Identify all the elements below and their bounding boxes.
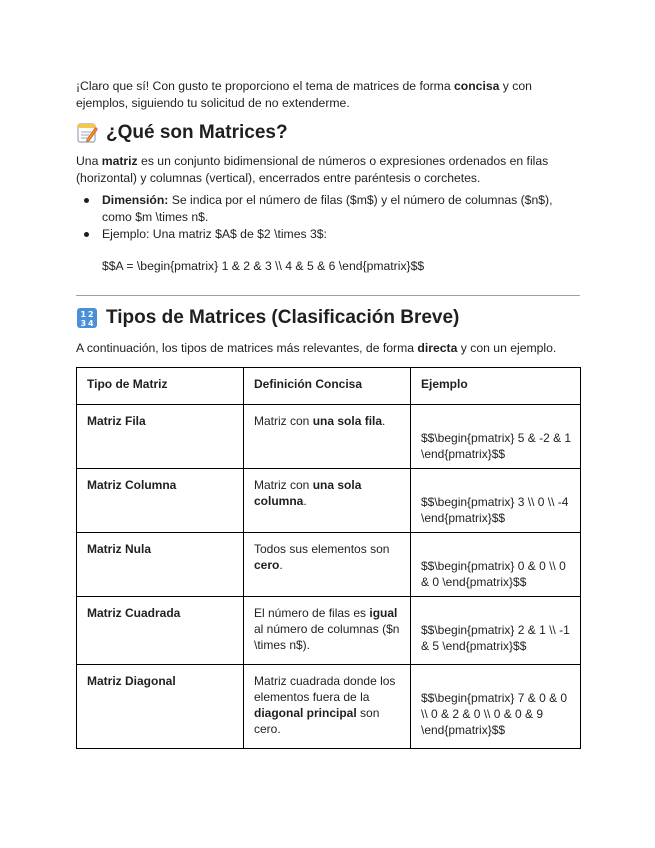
example-cell (411, 533, 581, 597)
definition-cell (244, 533, 411, 597)
definition-bold: matriz (101, 154, 138, 168)
type-cell: Matriz Diagonal (77, 665, 244, 749)
section-heading-tipos (76, 306, 459, 330)
svg-text:4: 4 (88, 319, 94, 328)
definition-bold: una sola fila (312, 414, 383, 428)
definition-bold: cero (254, 558, 280, 572)
definition-text-end: . (279, 558, 283, 572)
definition-cell (244, 405, 411, 469)
definition-text-end: son cero. (254, 706, 380, 736)
tipos-intro-paragraph (76, 340, 580, 357)
tipos-intro-bold: directa (417, 341, 458, 355)
list-item (76, 226, 580, 243)
table-row (77, 597, 581, 665)
section-title: ¿Qué son Matrices? (106, 122, 288, 143)
column-header: Tipo de Matriz (77, 368, 244, 405)
table-row (77, 665, 581, 749)
definition-cell (244, 665, 411, 749)
memo-icon (76, 122, 98, 144)
example-cell (411, 405, 581, 469)
table-row (77, 469, 581, 533)
bullet-text: Se indica por el número de filas ($m$) y el número de columnas ($n$), como $m \times n$. (102, 193, 553, 224)
definition-cell (244, 597, 411, 665)
bullet-dot (84, 232, 89, 237)
example-text: $$\begin{pmatrix} 3 \\ 0 \\ -4 \end{pmatrix}$$ (421, 495, 569, 525)
intro-bold: concisa (454, 79, 500, 93)
bullet-bold: Dimensión: (102, 193, 169, 207)
definition-bold: diagonal principal (254, 706, 357, 720)
formula-text: $$A = \begin{pmatrix} 1 & 2 & 3 \\ 4 & 5 & 6 \end{pmatrix}$$ (102, 259, 425, 273)
definition-text: El número de filas es (254, 606, 370, 620)
example-text: $$\begin{pmatrix} 7 & 0 & 0 \\ 0 & 2 & 0 \\ 0 & 0 & 9 \end{pmatrix}$$ (421, 691, 568, 737)
divider (76, 295, 580, 296)
definition-text-end: . (303, 494, 307, 508)
tipos-intro-text: A continuación, los tipos de matrices más relevantes, de forma (76, 341, 418, 355)
definition-text: Todos sus elementos son (254, 542, 390, 556)
example-text: $$\begin{pmatrix} 2 & 1 \\ -1 & 5 \end{pmatrix}$$ (421, 623, 570, 653)
matrix-types-table (76, 367, 581, 749)
svg-text:3: 3 (80, 319, 87, 328)
definition-text: Matriz cuadrada donde los elementos fuera de la (254, 674, 396, 704)
table-row (77, 533, 581, 597)
definition-cell (244, 469, 411, 533)
example-cell (411, 597, 581, 665)
section-title: Tipos de Matrices (Clasificación Breve) (106, 307, 460, 328)
table-header-row (77, 368, 581, 405)
table-row (77, 405, 581, 469)
definition-bold: igual (369, 606, 398, 620)
column-header: Ejemplo (411, 368, 581, 405)
list-item (76, 192, 580, 226)
example-text: $$\begin{pmatrix} 0 & 0 \\ 0 & 0 \end{pmatrix}$$ (421, 559, 566, 589)
bullet-list (76, 192, 580, 243)
intro-paragraph (76, 78, 580, 112)
svg-text:2: 2 (88, 310, 94, 319)
definition-text-end: . (382, 414, 386, 428)
example-text: $$\begin{pmatrix} 5 & -2 & 1 \end{pmatrix}$$ (421, 431, 572, 461)
example-cell (411, 469, 581, 533)
definition-text: Una (76, 154, 102, 168)
definition-paragraph (76, 153, 580, 187)
column-header: Definición Concisa (244, 368, 411, 405)
definition-text: Matriz con (254, 478, 313, 492)
bullet-text: Ejemplo: Una matriz $A$ de $2 \times 3$: (102, 227, 327, 241)
type-cell: Matriz Nula (77, 533, 244, 597)
example-cell (411, 665, 581, 749)
tipos-intro-text-end: y con un ejemplo. (457, 341, 557, 355)
intro-text: ¡Claro que sí! Con gusto te proporciono el tema de matrices de forma (76, 79, 454, 93)
definition-text: Matriz con (254, 414, 313, 428)
type-cell: Matriz Cuadrada (77, 597, 244, 665)
type-cell: Matriz Columna (77, 469, 244, 533)
definition-text-end: al número de columnas ($n \times n$). (254, 622, 400, 652)
section-heading-matrices (76, 121, 288, 145)
definition-bold: una sola columna (254, 478, 362, 508)
type-cell: Matriz Fila (77, 405, 244, 469)
definition-text-end: es un conjunto bidimensional de números o expresiones ordenados en filas (horizontal) y columnas (vertical), encerrados entre paréntesis o corchetes. (76, 154, 549, 185)
svg-text:1: 1 (80, 310, 87, 319)
numbers-keycap-icon (76, 307, 98, 329)
bullet-dot (84, 198, 89, 203)
intro-text-end: y con ejemplos, siguiendo tu solicitud de no extenderme. (76, 79, 532, 110)
